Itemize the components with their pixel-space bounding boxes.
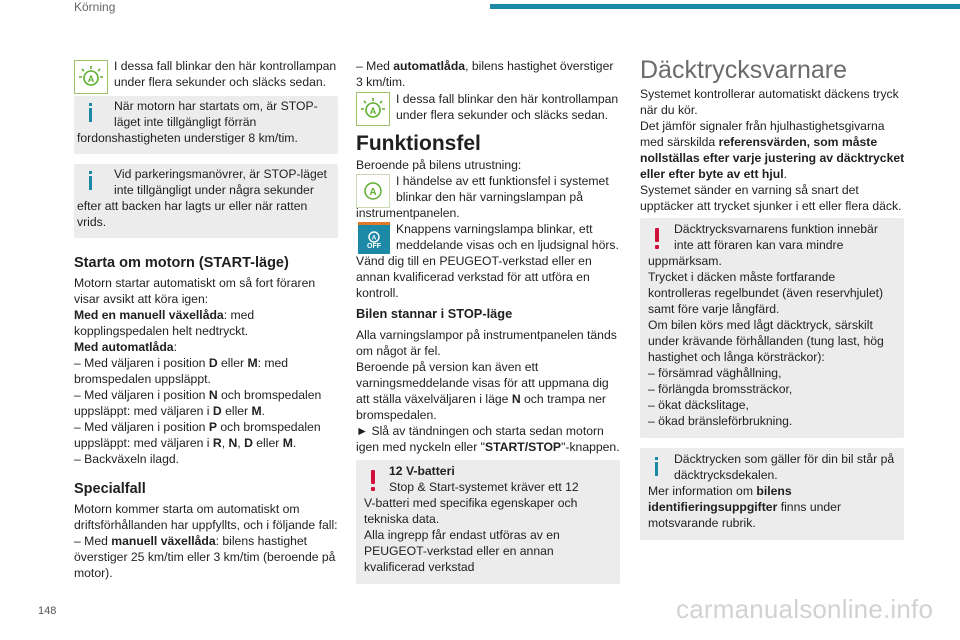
body-text: igen med nyckeln eller "START/STOP"-knappen. [356,440,620,454]
body-text: Det jämför signaler från hjulhastighetsgivarna [640,119,885,133]
page-number: 148 [38,605,57,617]
info-text: Mer information om bilens [648,484,792,498]
body-text: bromspedalen. [356,408,437,422]
body-text: instrumentpanelen. [356,206,460,220]
body-text: när du kör. [640,103,698,117]
list-item: – försämrad väghållning, [648,366,782,380]
warning-box-tyre [640,218,904,438]
info-icon [89,176,92,190]
info-icon [655,462,658,476]
list-item: – ökad bränsleförbrukning. [648,414,793,428]
list-item: uppsläppt: med väljaren i D eller M. [74,404,266,418]
body-text: Motorn kommer starta om automatiskt om [74,502,300,516]
body-text: Motorn startar automatiskt om så fort föraren [74,276,316,290]
list-item: – Med väljaren i position P och bromspedalen [74,420,321,434]
body-text: Beroende på bilens utrustning: [356,158,522,172]
list-item: – Med manuell växellåda: bilens hastighet [74,534,308,548]
info-text: fordonshastigheten understiger 8 km/tim. [77,131,298,145]
icon-note-line: I dessa fall blinkar den här kontrollampan [396,92,619,106]
body-text: Knappens varningslampa blinkar, ett [396,222,593,236]
warning-title: 12 V-batteri [389,464,455,478]
info-box-1 [74,96,338,154]
list-item: bromspedalen uppsläppt. [74,372,211,386]
section-title: Däcktrycksvarnare [640,56,847,84]
warning-text: Trycket i däcken måste fortfarande [648,270,836,284]
list-item: – ökat däckslitage, [648,398,749,412]
body-text: Med automatlåda: [74,340,177,354]
warning-box-battery [356,460,620,584]
stop-start-off-button-icon [358,222,390,254]
body-text: I händelse av ett funktionsfel i systemet [396,174,609,188]
icon-note-line: under flera sekunder och släcks sedan. [396,108,609,122]
off-label: OFF [367,242,381,250]
warning-text: V-batteri med specifika egenskaper och [364,496,578,510]
svg-text:A: A [369,106,377,116]
svg-text:A: A [369,187,377,198]
info-text: däcktrycksdekalen. [674,468,778,482]
section-title: Starta om motorn (START-läge) [74,255,289,271]
warning-text: kvalificerad verkstad [364,560,475,574]
info-text: inte tillgängligt under några sekunder [114,183,314,197]
info-text: läget inte tillgängligt förrän [114,115,257,129]
body-text: Systemet kontrollerar automatiskt däckens tryck [640,87,899,101]
list-item: – Med väljaren i position D eller M: med [74,356,289,370]
body-text: kopplingspedalen helt nedtryckt. [74,324,249,338]
body-text: eller efter byte av ett hjul. [640,167,787,181]
list-item: – Backväxeln ilagd. [74,452,180,466]
svg-text:A: A [371,234,377,241]
header-accent-bar [490,4,960,9]
icon-note-line: under flera sekunder och släcks sedan. [114,75,327,89]
warning-text: Om bilen körs med lågt däcktryck, särskilt [648,318,873,332]
body-text: nollställas efter varje justering av däcktrycket [640,151,905,165]
subsection-title: Bilen stannar i STOP-läge [356,306,513,321]
warning-text: Alla ingrepp får endast utföras av en [364,528,560,542]
info-text: identifieringsuppgifter finns under [648,500,842,514]
body-text: driftsförhållanden har uppfyllts, och i följande fall: [74,518,338,532]
section-title: Funktionsfel [356,132,481,155]
body-text: att ställa växelväljaren i läge N och trampa ner [356,392,606,406]
warning-text: tekniska data. [364,512,440,526]
warning-light-icon [356,92,390,126]
list-item: uppsläppt: med väljaren i R, N, D eller M. [74,436,297,450]
warning-icon [371,470,375,484]
body-text: Alla varningslampor på instrumentpanelen tänds [356,328,617,342]
warning-light-icon [74,60,108,94]
body-text: 3 km/tim. [356,75,406,89]
warning-text: Däcktrycksvarnarens funktion innebär [674,222,878,236]
info-text: vrids. [77,215,107,229]
body-text: varningsmeddelande visas för att uppmana dig [356,376,609,390]
info-box-tyre [640,448,904,540]
body-text: ► Slå av tändningen och starta sedan motorn [356,424,604,438]
fault-warning-icon [356,174,390,208]
warning-text: hastighet och långa körsträckor): [648,350,825,364]
body-text: med särskilda referensvärden, som måste [640,135,878,149]
watermark: carmanualsonline.info [676,594,934,624]
icon-note-line: I dessa fall blinkar den här kontrollampan [114,59,337,73]
info-text: motsvarande rubrik. [648,516,756,530]
body-text: Systemet sänder en varning så snart det [640,183,859,197]
warning-text: kontrolleras regelbundet (även reservhjulet) [648,286,884,300]
list-item: – Med automatlåda, bilens hastighet överstiger [356,59,614,73]
body-text: upptäcker att trycket sjunker i ett eller flera däck. [640,199,902,213]
warning-text: Stop & Start-systemet kräver ett 12 [389,480,579,494]
body-text: motor). [74,566,113,580]
warning-text: uppmärksam. [648,254,722,268]
info-text: efter att backen har lagts ur eller när ratten [77,199,308,213]
body-text: annan kvalificerad verkstad för att utföra en [356,270,590,284]
body-text: Vänd dig till en PEUGEOT-verkstad eller en [356,254,592,268]
body-text: meddelande visas och en ljudsignal hörs. [396,238,619,252]
body-text: blinkar den här varningslampan på [396,190,583,204]
list-item: – Med väljaren i position N och bromspedalen [74,388,322,402]
warning-text: samt före varje långfärd. [648,302,780,316]
section-title: Specialfall [74,481,146,497]
info-box-2 [74,164,338,238]
info-text: Vid parkeringsmanövrer, är STOP-läget [114,167,327,181]
body-text: Med en manuell växellåda: med [74,308,255,322]
svg-text:A: A [87,74,95,84]
body-text: kontroll. [356,286,399,300]
body-text: om något är fel. [356,344,441,358]
list-item: – förlängda bromssträckor, [648,382,793,396]
body-text: Beroende på version kan även ett [356,360,539,374]
warning-text: under krävande förhållanden (tung last, hög [648,334,884,348]
warning-icon [655,228,659,242]
warning-text: inte att föraren kan vara mindre [674,238,844,252]
info-text: När motorn har startats om, är STOP- [114,99,318,113]
info-icon [89,108,92,122]
running-header: Körning [74,0,116,14]
body-text: överstiger 25 km/tim eller 3 km/tim (beroende på [74,550,336,564]
warning-text: PEUGEOT-verkstad eller en annan [364,544,554,558]
info-text: Däcktrycken som gäller för din bil står på [674,452,895,466]
body-text: visar avsikt att köra igen: [74,292,209,306]
